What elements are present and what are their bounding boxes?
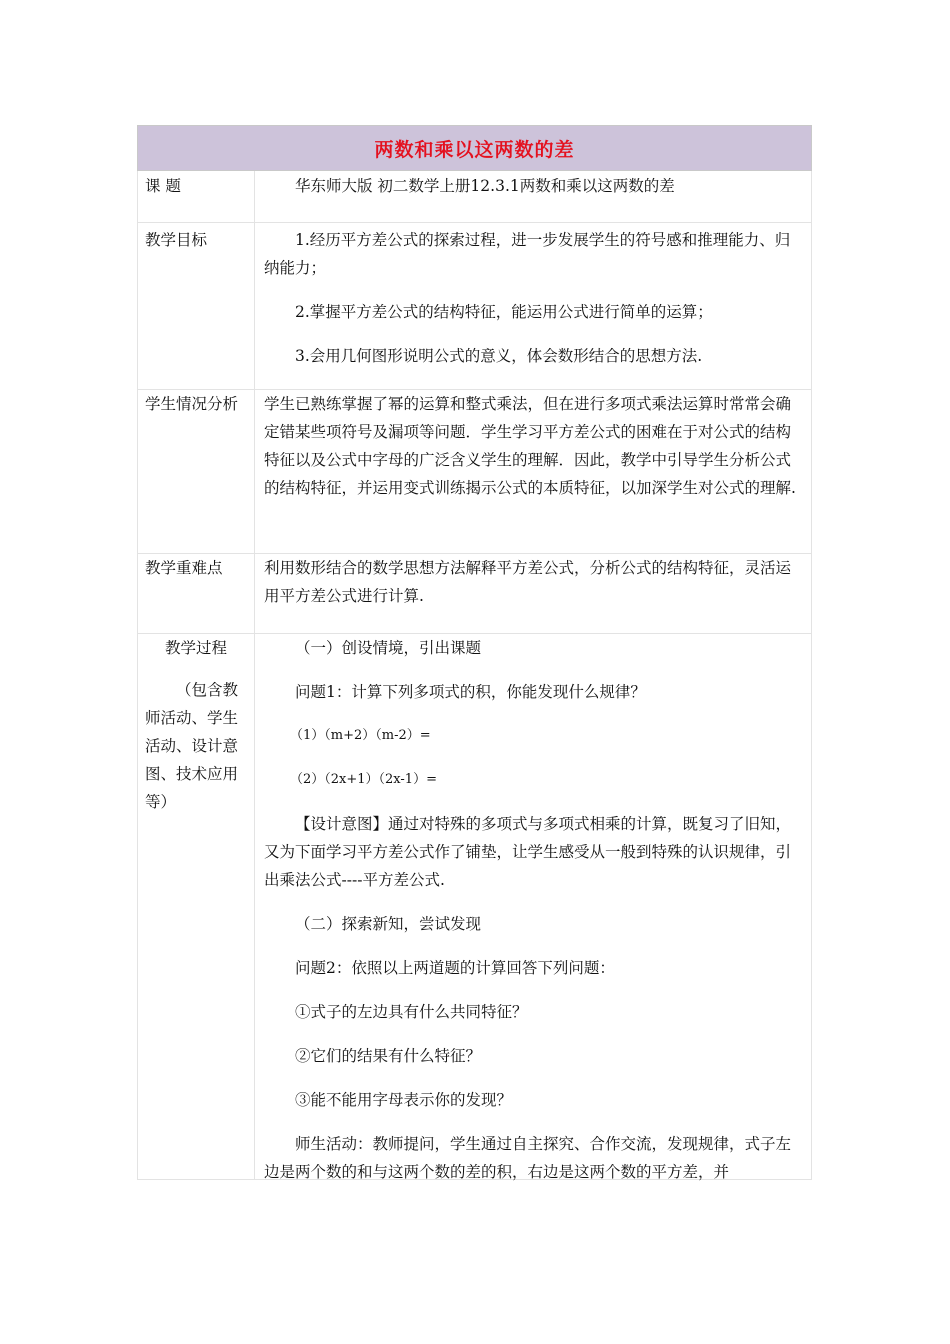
process-step-2: （二）探索新知，尝试发现 [295,915,482,933]
exercise-2: （2）（2x+1）（2x-1）= [290,772,437,787]
process-step-1: （一）创设情境，引出课题 [295,639,482,657]
topic-row [137,171,812,223]
question-1: 问题1：计算下列多项式的积，你能发现什么规律？ [295,683,646,701]
process-row [137,634,812,1180]
goals-cell [255,223,811,389]
analysis-cell [255,390,811,553]
document-title: 两数和乘以这两数的差 [374,138,575,161]
process-cell [255,634,811,1179]
analysis-label: 学生情况分析 [138,390,255,553]
teacher-student-activity: 师生活动：教师提问，学生通过自主探究、合作交流，发现规律，式子左边是两个数的和与这两个数的差的积，右边是这两个数的平方差，并 [264,1135,792,1181]
title-row [137,125,812,171]
keypoints-label: 教学重难点 [138,554,255,633]
process-label: 教学过程 [164,639,227,657]
keypoints-cell [255,554,811,633]
design-intent: 【设计意图】通过对特殊的多项式与多项式相乘的计算，既复习了旧知，又为下面学习平方差公式作了铺垫，让学生感受从一般到特殊的认识规律，引出乘法公式----平方差公式. [264,815,792,889]
sub-question-1: ①式子的左边具有什么共同特征？ [295,1003,528,1021]
process-sublabel: （包含教师活动、学生活动、设计意图、技术应用等） [145,681,239,811]
question-2: 问题2：依照以上两道题的计算回答下列问题： [295,959,615,977]
process-label-cell [138,634,255,1179]
goals-label: 教学目标 [138,223,255,389]
analysis-text: 学生已熟练掌握了幂的运算和整式乘法，但在进行多项式乘法运算时常常会确定错某些项符号及漏项等问题．学生学习平方差公式的困难在于对公式的结构特征以及公式中字母的广泛含义学生的理解．因此，教学中引导学生分析公式的结构特征，并运用变式训练揭示公式的本质特征，以加深学生对公式的理解. [264,395,796,497]
topic-text: 华东师大版 初二数学上册12.3.1两数和乘以这两数的差 [295,177,675,195]
keypoints-text: 利用数形结合的数学思想方法解释平方差公式，分析公式的结构特征，灵活运用平方差公式进行计算. [264,559,792,605]
goal-item-2: 2.掌握平方差公式的结构特征，能运用公式进行简单的运算； [295,303,713,321]
goals-row [137,223,812,390]
goal-item-3: 3.会用几何图形说明公式的意义，体会数形结合的思想方法. [295,347,703,365]
topic-label: 课 题 [138,171,255,222]
topic-cell [255,171,811,222]
exercise-1: （1）（m+2）（m-2）= [290,728,431,743]
analysis-row [137,390,812,554]
keypoints-row [137,554,812,634]
goal-item-1: 1.经历平方差公式的探索过程，进一步发展学生的符号感和推理能力、归纳能力； [264,231,791,277]
sub-question-3: ③能不能用字母表示你的发现？ [295,1091,513,1109]
sub-question-2: ②它们的结果有什么特征？ [295,1047,482,1065]
lesson-plan-table [137,125,812,1180]
